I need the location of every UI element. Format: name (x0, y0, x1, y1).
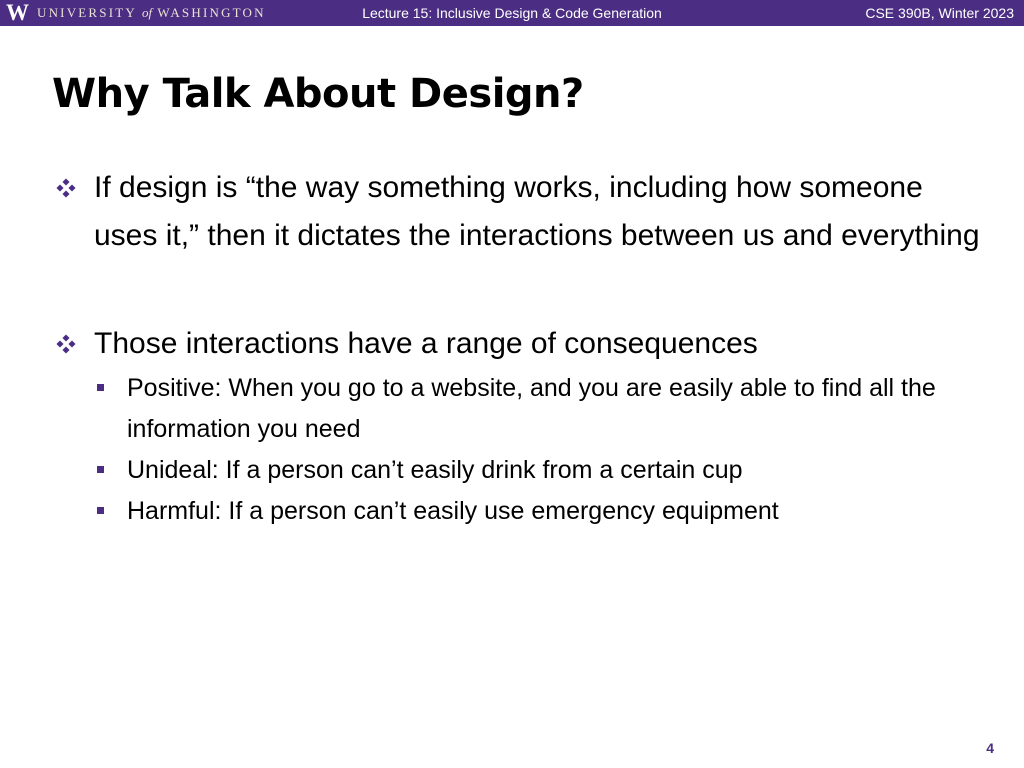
bullet-text: If design is “the way something works, including how someone uses it,” then it dictates the interactions between us and everything (94, 171, 980, 252)
sub-bullet-list (94, 368, 986, 532)
diamond-bullet-icon (56, 334, 76, 354)
bullet-text: Those interactions have a range of consequences (94, 327, 758, 360)
sub-bullet-positive (94, 368, 986, 450)
uw-w-logo-icon: W (6, 0, 29, 25)
bullet-design-definition (56, 164, 986, 260)
slide-body (56, 164, 986, 532)
uw-wordmark: UNIVERSITY of WASHINGTON (37, 5, 266, 20)
sub-bullet-harmful (94, 491, 986, 532)
square-bullet-icon (97, 384, 104, 391)
bullet-consequences (56, 320, 986, 532)
course-label: CSE 390B, Winter 2023 (865, 5, 1014, 21)
sub-bullet-text: Harmful: If a person can’t easily use emergency equipment (127, 497, 779, 525)
sub-bullet-text: Unideal: If a person can’t easily drink from a certain cup (127, 456, 743, 484)
square-bullet-icon (97, 466, 104, 473)
lecture-title: Lecture 15: Inclusive Design & Code Generation (362, 5, 662, 21)
slide-title: Why Talk About Design? (52, 71, 584, 117)
sub-bullet-text: Positive: When you go to a website, and you are easily able to find all the information you need (127, 374, 936, 443)
header-bar (0, 0, 1024, 26)
diamond-bullet-icon (56, 178, 76, 198)
page-number: 4 (986, 740, 994, 756)
sub-bullet-unideal (94, 450, 986, 491)
square-bullet-icon (97, 507, 104, 514)
